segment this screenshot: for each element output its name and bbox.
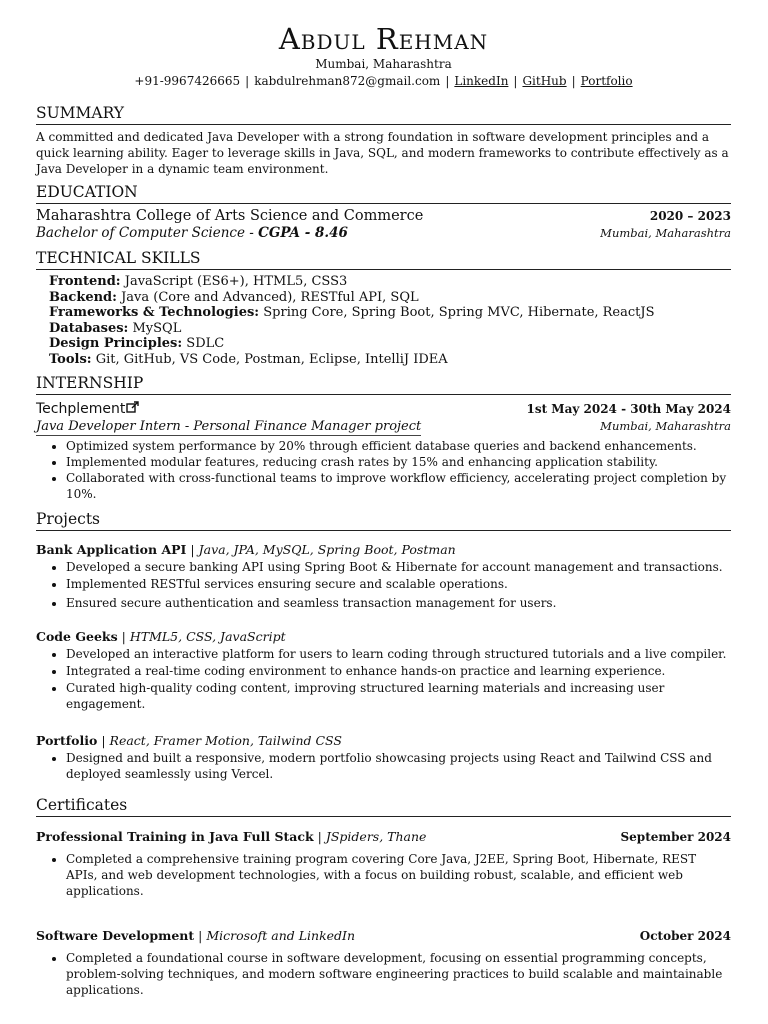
degree-name: Bachelor of Computer Science -: [36, 225, 259, 241]
section-heading-certificates: Certificates: [36, 796, 731, 817]
contact-line: [36, 73, 731, 89]
separator: |: [101, 733, 106, 748]
certificate-heading: [36, 927, 731, 945]
section-heading-internship: INTERNSHIP: [36, 374, 731, 395]
skill-label: Design Principles:: [49, 336, 183, 351]
separator: |: [190, 542, 195, 557]
certificate-name: Software Development: [36, 928, 195, 943]
separator: |: [317, 829, 322, 844]
project-heading: [36, 628, 731, 645]
certificate-title: [36, 828, 426, 845]
cgpa: CGPA - 8.46: [258, 225, 348, 241]
list-item: • Ensured secure authentication and seamless transaction management for users.: [66, 595, 731, 611]
project-heading: [36, 541, 731, 558]
separator: |: [445, 74, 450, 88]
list-item: • Optimized system performance by 20% through efficient database queries and backend enhancements.: [66, 438, 731, 454]
section-heading-education: EDUCATION: [36, 183, 731, 204]
certificate-bullets: [36, 851, 731, 899]
external-link-icon: [126, 401, 140, 419]
internship-location: Mumbai, Maharashtra: [600, 419, 731, 433]
project-heading: [36, 732, 731, 749]
skill-row: [49, 321, 731, 337]
skill-row: [49, 305, 731, 321]
project-name: Code Geeks: [36, 629, 118, 644]
list-item: • Completed a comprehensive training program covering Core Java, J2EE, Spring Boot, Hibernate, REST APIs, and web development technologies, with a focus on building robust, scalable, and efficient web applications.: [66, 851, 731, 899]
section-heading-summary: SUMMARY: [36, 104, 731, 125]
project-bullets: [36, 750, 731, 782]
skills-list: [36, 274, 731, 367]
candidate-location: Mumbai, Maharashtra: [315, 57, 452, 71]
school-name: Maharashtra College of Arts Science and Commerce: [36, 208, 424, 224]
project-tech: HTML5, CSS, JavaScript: [129, 629, 286, 644]
certificate-title: [36, 927, 355, 944]
separator: |: [198, 928, 203, 943]
education-row: [36, 207, 731, 225]
certificate-date: October 2024: [639, 929, 731, 943]
summary-text: A committed and dedicated Java Developer with a strong foundation in software development principles and a quick learning ability. Eager to leverage skills in Java, SQL, and modern frameworks to contribute effectively as a Java Developer in a dynamic team environment.: [36, 130, 729, 176]
internship-dates: 1st May 2024 - 30th May 2024: [526, 402, 731, 416]
skill-label: Backend:: [49, 289, 117, 305]
portfolio-link[interactable]: Portfolio: [580, 74, 633, 88]
project-tech: Java, JPA, MySQL, Spring Boot, Postman: [198, 542, 456, 557]
skill-label: Frontend:: [49, 274, 121, 289]
resume-page: [36, 22, 731, 998]
skill-value: SDLC: [186, 336, 225, 351]
list-item: • Collaborated with cross-functional teams to improve workflow efficiency, accelerating project completion by 10%.: [66, 470, 731, 502]
github-link[interactable]: GitHub: [522, 74, 567, 88]
certificate-name: Professional Training in Java Full Stack: [36, 829, 314, 844]
project-name: Bank Application API: [36, 542, 187, 557]
skill-value: Git, GitHub, VS Code, Postman, Eclipse, IntelliJ IDEA: [95, 351, 448, 367]
company-label: Techplement: [36, 401, 126, 417]
certificate-bullets: [36, 950, 731, 998]
separator: |: [571, 74, 576, 88]
skill-value: Spring Core, Spring Boot, Spring MVC, Hibernate, ReactJS: [263, 305, 655, 320]
internship-bullets: [36, 438, 731, 502]
internship-role: Java Developer Intern - Personal Finance Manager project: [36, 419, 422, 434]
list-item: • Integrated a real-time coding environment to enhance hands-on practice and learning experience.: [66, 663, 731, 679]
list-item: • Completed a foundational course in software development, focusing on essential programming concepts, problem-solving techniques, and modern software engineering practices to build scalable and maintainable applications.: [66, 950, 731, 998]
list-item: • Designed and built a responsive, modern portfolio showcasing projects using React and Tailwind CSS and deployed seamlessly using Vercel.: [66, 750, 731, 782]
skill-label: Tools:: [49, 351, 92, 367]
list-item: • Developed a secure banking API using Spring Boot & Hibernate for account management and transactions.: [66, 559, 731, 575]
skill-row: [49, 336, 731, 352]
skill-value: JavaScript (ES6+), HTML5, CSS3: [124, 274, 348, 289]
section-heading-skills: TECHNICAL SKILLS: [36, 249, 731, 270]
email-address: kabdulrehman872@gmail.com: [254, 74, 441, 88]
project-bullets: [36, 646, 731, 712]
skill-row: [49, 352, 731, 368]
separator: |: [513, 74, 518, 88]
education-dates: 2020 – 2023: [649, 209, 731, 223]
linkedin-link[interactable]: LinkedIn: [454, 74, 509, 88]
list-item: • Implemented modular features, reducing crash rates by 15% and enhancing application stability.: [66, 454, 731, 470]
skill-label: Frameworks & Technologies:: [49, 305, 260, 320]
certificate-issuer: Microsoft and LinkedIn: [206, 928, 356, 943]
project-bullets: [36, 559, 731, 611]
education-location: Mumbai, Maharashtra: [600, 226, 731, 240]
education-degree-row: [36, 225, 731, 242]
phone-number: +91-9967426665: [134, 74, 241, 88]
skill-row: [49, 290, 731, 306]
internship-role-row: [36, 419, 731, 436]
company-name[interactable]: [36, 400, 140, 419]
separator: |: [121, 629, 126, 644]
section-heading-projects: Projects: [36, 510, 731, 531]
candidate-name: Abdul Rehman: [278, 22, 489, 56]
project-name: Portfolio: [36, 733, 98, 748]
list-item: • Implemented RESTful services ensuring secure and scalable operations.: [66, 576, 731, 592]
separator: |: [245, 74, 250, 88]
degree: [36, 225, 348, 242]
certificate-heading: [36, 828, 731, 846]
skill-value: MySQL: [132, 320, 182, 336]
certificate-issuer: JSpiders, Thane: [325, 829, 427, 844]
skill-value: Java (Core and Advanced), RESTful API, SQL: [121, 289, 419, 305]
list-item: • Curated high-quality coding content, improving structured learning materials and increasing user engagement.: [66, 680, 731, 712]
internship-row: [36, 400, 731, 419]
skill-label: Databases:: [49, 320, 129, 336]
skill-row: [49, 274, 731, 290]
list-item: • Developed an interactive platform for users to learn coding through structured tutorials and a live compiler.: [66, 646, 731, 662]
project-tech: React, Framer Motion, Tailwind CSS: [109, 733, 342, 748]
certificate-date: September 2024: [620, 830, 731, 844]
